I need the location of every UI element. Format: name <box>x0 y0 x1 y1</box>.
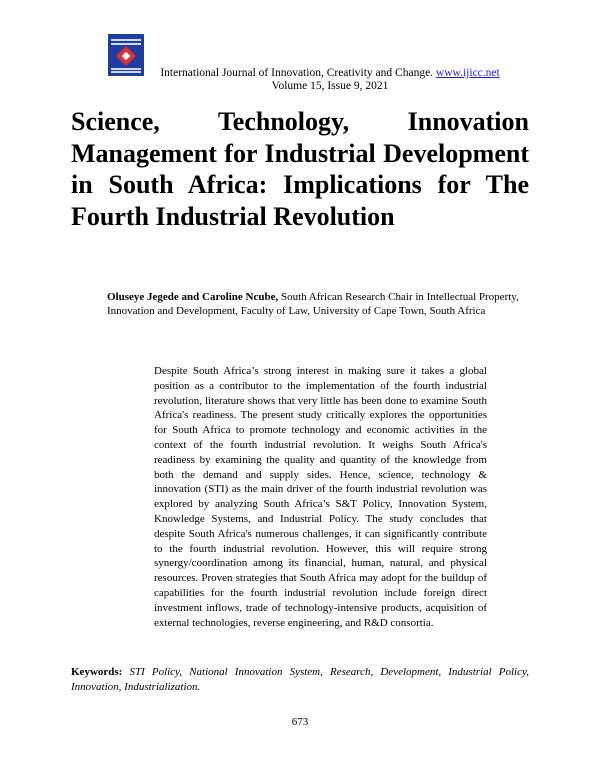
journal-header <box>0 66 600 80</box>
page-number: 673 <box>291 716 309 728</box>
author-names: Oluseye Jegede and Caroline Ncube, <box>107 291 279 303</box>
author-affiliation: South African Research Chair in Intellectual Property, Innovation and Development, Faculty of Law, University of Cape Town, South Africa <box>107 291 519 317</box>
author-block <box>107 291 529 318</box>
volume-issue: Volume 15, Issue 9, 2021 <box>271 80 389 92</box>
keywords-list: STI Policy, National Innovation System, Research, Development, Industrial Policy, Innovation, Industrialization. <box>71 666 530 693</box>
journal-name: International Journal of Innovation, Creativity and Change. <box>160 67 434 79</box>
keywords <box>71 665 529 694</box>
journal-url-link[interactable]: www.ijicc.net <box>435 67 500 79</box>
keywords-label: Keywords: <box>71 666 123 678</box>
abstract: Despite South Africa’s strong interest in making sure it takes a global position as a contributor to the implementation of the fourth industrial revolution, literature shows that very little has been done to examine South Africa's readiness. The present study critically explores the opportunities for South Africa to promote technology and economic activities in the context of the fourth industrial revolution. It weighs South Africa's readiness by examining the quality and quantity of the knowledge from both the demand and supply sides. Hence, science, technology & innovation (STI) as the main driver of the fourth industrial revolution was explored by analyzing South Africa’s S&T Policy, Innovation System, Knowledge Systems, and Industrial Policy. The study concludes that despite South Africa's numerous challenges, it can significantly contribute to the fourth industrial revolution. However, this will require strong synergy/coordination among its financial, human, natural, and physical resources. Proven strategies that South Africa may adopt for the buildup of capabilities for the fourth industrial revolution include foreign direct investment inflows, trade of technology-intensive products, acquisition of external technologies, reverse engineering, and R&D consortia. <box>154 365 487 629</box>
paper-title: Science, Technology, Innovation Management for Industrial Development in South Africa: Implications for The Fourth Industrial Revolution <box>71 107 529 231</box>
